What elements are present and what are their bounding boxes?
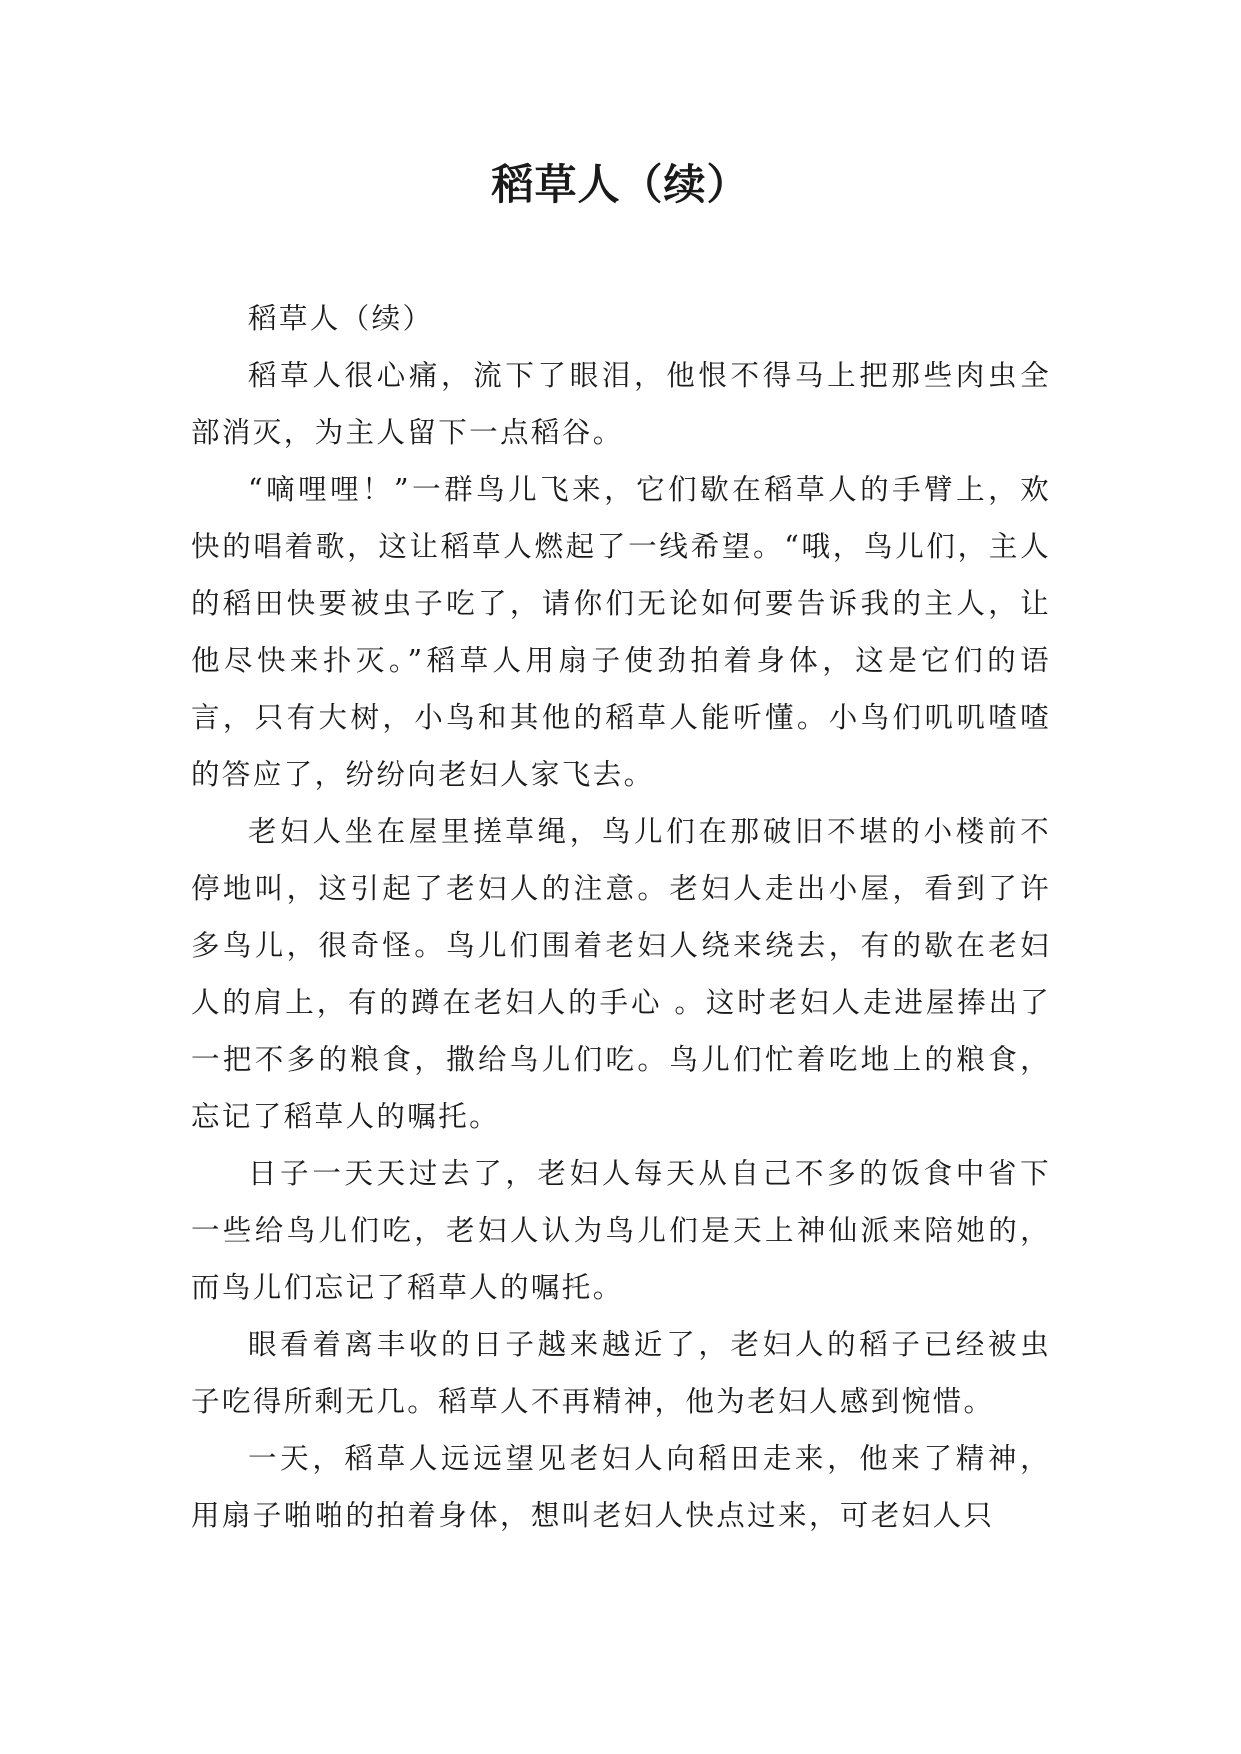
document-title: 稻草人（续） — [491, 160, 750, 209]
paragraph: 老妇人坐在屋里搓草绳，鸟儿们在那破旧不堪的小楼前不停地叫，这引起了老妇人的注意。老妇人走出小屋，看到了许多鸟儿，很奇怪。鸟儿们围着老妇人绕来绕去，有的歇在老妇人的肩上，有的蹲在老妇人的手心 。这时老妇人走进屋捧出了一把不多的粮食，撒给鸟儿们吃。鸟儿们忙着吃地上的粮食，忘记了稻草人的嘱托。 — [191, 815, 1051, 1133]
paragraph: 稻草人很心痛，流下了眼泪，他恨不得马上把那些肉虫全部消灭，为主人留下一点稻谷。 — [191, 359, 1051, 449]
paragraph: 一天，稻草人远远望见老妇人向稻田走来，他来了精神，用扇子啪啪的拍着身体，想叫老妇人快点过来，可老妇人只 — [191, 1442, 1051, 1532]
paragraph: 稻草人（续） — [248, 302, 434, 335]
paragraph: “嘀哩哩！”一群鸟儿飞来，它们歇在稻草人的手臂上，欢快的唱着歌，这让稻草人燃起了一线希望。“哦，鸟儿们，主人的稻田快要被虫子吃了，请你们无论如何要告诉我的主人，让他尽快来扑灭。”稻草人用扇子使劲拍着身体，这是它们的语言，只有大树，小鸟和其他的稻草人能听懂。小鸟们叽叽喳喳的答应了，纷纷向老妇人家飞去。 — [191, 473, 1051, 791]
paragraph: 眼看着离丰收的日子越来越近了，老妇人的稻子已经被虫子吃得所剩无几。稻草人不再精神，他为老妇人感到惋惜。 — [191, 1328, 1051, 1418]
paragraph: 日子一天天过去了，老妇人每天从自己不多的饭食中省下一些给鸟儿们吃，老妇人认为鸟儿们是天上神仙派来陪她的，而鸟儿们忘记了稻草人的嘱托。 — [191, 1157, 1051, 1304]
document-body — [191, 290, 1051, 1544]
